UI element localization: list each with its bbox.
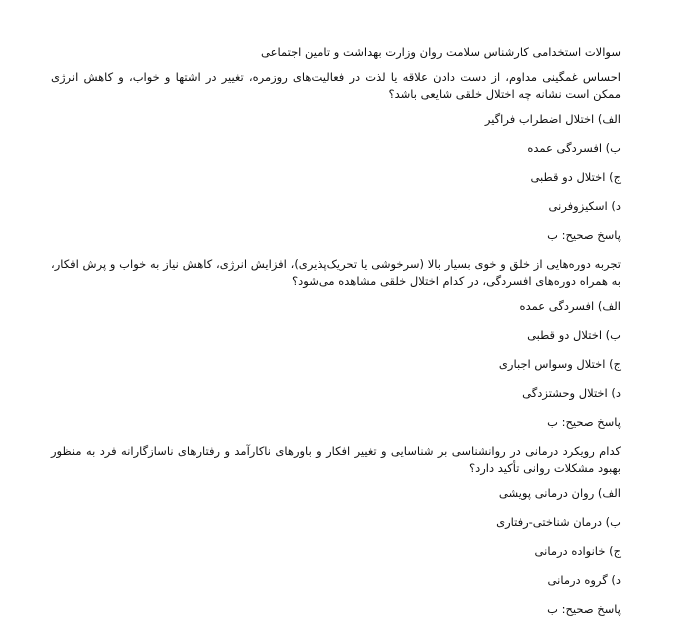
question-text: احساس غمگینی مداوم، از دست دادن علاقه یا لذت در فعالیت‌های روزمره، تغییر در اشتها و خواب، و کاهش انرژی ممکن است نشانه چه اختلال خلقی شایعی باشد؟: [51, 70, 621, 101]
option-b: ب) افسردگی عمده: [527, 141, 621, 155]
document-content: [51, 44, 621, 630]
option-a: الف) روان درمانی پویشی: [498, 486, 621, 500]
option-c: ج) اختلال دو قطبی: [530, 170, 621, 184]
option-b: ب) درمان شناختی-رفتاری: [496, 515, 621, 529]
correct-answer: پاسخ صحیح: ب: [547, 228, 621, 242]
question-block-3: [51, 443, 621, 630]
option-c: ج) اختلال وسواس اجباری: [498, 357, 621, 371]
question-block-1: [51, 69, 621, 256]
question-text: کدام رویکرد درمانی در روانشناسی بر شناسایی و تغییر افکار و باورهای ناکارآمد و رفتارهای ناسازگارانه فرد به منظور بهبود مشکلات روانی تأکید دارد؟: [51, 444, 621, 475]
question-block-2: [51, 256, 621, 443]
option-d: د) اسکیزوفرنی: [548, 199, 621, 213]
option-d: د) گروه درمانی: [547, 573, 621, 587]
question-text: تجربه دوره‌هایی از خلق و خوی بسیار بالا (سرخوشی یا تحریک‌پذیری)، افزایش انرژی، کاهش نیاز به خواب و پرش افکار، به همراه دوره‌های افسردگی، در کدام اختلال خلقی مشاهده می‌شود؟: [51, 257, 621, 288]
option-a: الف) افسردگی عمده: [519, 299, 621, 313]
correct-answer: پاسخ صحیح: ب: [547, 415, 621, 429]
option-d: د) اختلال وحشتزدگی: [522, 386, 621, 400]
option-c: ج) خانواده درمانی: [534, 544, 621, 558]
option-a: الف) اختلال اضطراب فراگیر: [484, 112, 621, 126]
document-title: سوالات استخدامی کارشناس سلامت روان وزارت بهداشت و تامین اجتماعی: [261, 45, 621, 59]
correct-answer: پاسخ صحیح: ب: [547, 602, 621, 616]
option-b: ب) اختلال دو قطبی: [527, 328, 621, 342]
